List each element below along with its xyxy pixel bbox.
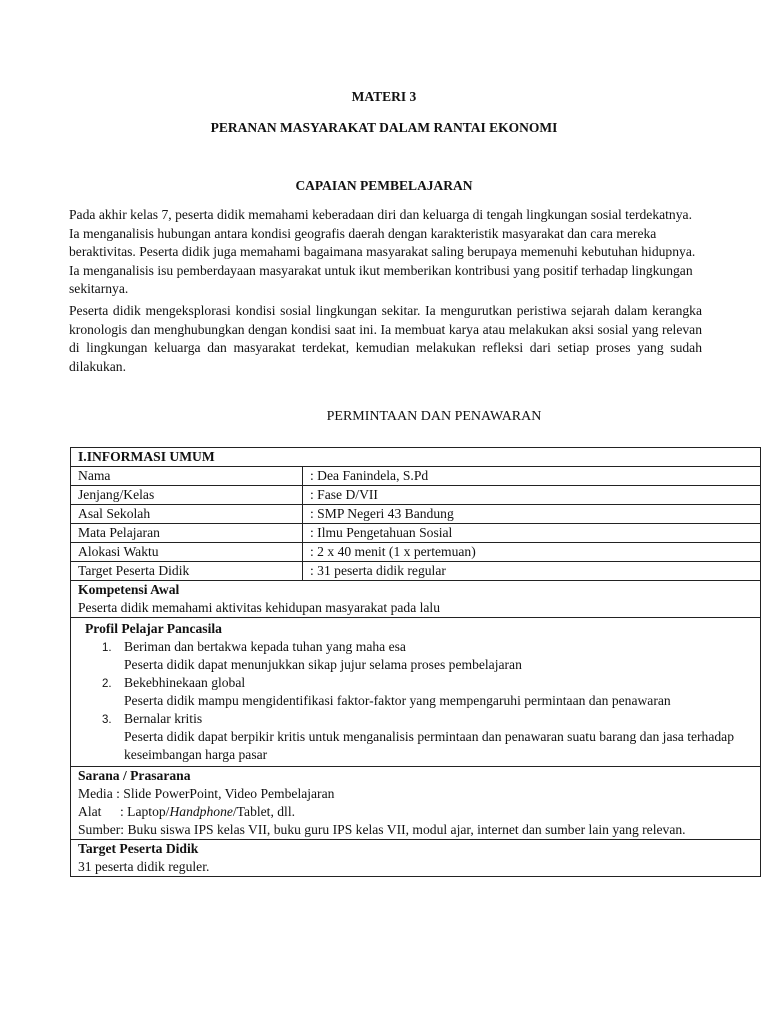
capaian-paragraph-1: Pada akhir kelas 7, peserta didik memahami keberadaan diri dan keluarga di tengah lingkungan sosial terdekatnya. Ia menganalisis hubungan antara kondisi geografis daerah dengan karakteristik masyarakat dan cara mereka beraktivitas. Peserta didik juga memahami bagaimana masyarakat saling berupaya memenuhi kebutuhan hidupnya. Ia menganalisis isu pemberdayaan masyarakat untuk ikut memberikan kontribusi yang positif terhadap lingkungan sekitarnya. bbox=[69, 207, 696, 297]
capaian-paragraph-2: Peserta didik mengeksplorasi kondisi sosial lingkungan sekitar. Ia mengurutkan peristiwa sejarah dalam kerangka kronologis dan menghubungkan dengan kondisi saat ini. Ia membuat karya atau melakukan aksi sosial yang relevan di lingkungan keluarga dan masyarakat terdekat, kemudian melakukan refleksi dari setiap proses yang sudah dilakukan. bbox=[69, 303, 702, 374]
row-value: : Ilmu Pengetahuan Sosial bbox=[303, 524, 761, 543]
sarana-media: Media : Slide PowerPoint, Video Pembelajaran bbox=[78, 786, 335, 801]
materi-label: MATERI 3 bbox=[351, 89, 417, 104]
target-text: 31 peserta didik reguler. bbox=[78, 859, 210, 874]
profil-item-desc: Peserta didik dapat berpikir kritis untuk menganalisis permintaan dan penawaran suatu barang dan jasa terhadap keseimbangan harga pasar bbox=[124, 729, 735, 762]
row-value: : 2 x 40 menit (1 x pertemuan) bbox=[303, 543, 761, 562]
kompetensi-awal-section bbox=[71, 581, 761, 618]
table-row bbox=[71, 505, 761, 524]
alat-italic: Handphone bbox=[169, 804, 233, 819]
profil-item-desc: Peserta didik dapat menunjukkan sikap jujur selama proses pembelajaran bbox=[124, 657, 522, 672]
list-number: 1. bbox=[102, 642, 112, 654]
list-number: 3. bbox=[102, 714, 112, 726]
kompetensi-text: Peserta didik memahami aktivitas kehidupan masyarakat pada lalu bbox=[78, 600, 441, 615]
document-title: PERANAN MASYARAKAT DALAM RANTAI EKONOMI bbox=[210, 120, 558, 135]
row-label: Asal Sekolah bbox=[71, 505, 303, 524]
table-row bbox=[71, 486, 761, 505]
table-section-header bbox=[71, 448, 761, 467]
profil-list bbox=[78, 638, 753, 764]
target-peserta-section bbox=[71, 840, 761, 877]
sarana-alat bbox=[78, 803, 753, 821]
profil-item-title: Bernalar kritis bbox=[124, 711, 203, 726]
list-number: 2. bbox=[102, 678, 112, 690]
table-row bbox=[71, 524, 761, 543]
profil-item-title: Bekebhinekaan global bbox=[124, 675, 246, 690]
alat-suffix: /Tablet, dll. bbox=[232, 804, 296, 819]
list-item bbox=[102, 638, 753, 674]
row-label: Alokasi Waktu bbox=[71, 543, 303, 562]
profil-pelajar-section bbox=[71, 618, 761, 767]
alat-prefix: : Laptop/ bbox=[120, 804, 170, 819]
sarana-title: Sarana / Prasarana bbox=[78, 768, 191, 783]
row-value: : Fase D/VII bbox=[303, 486, 761, 505]
row-value: : Dea Fanindela, S.Pd bbox=[303, 467, 761, 486]
row-label: Jenjang/Kelas bbox=[71, 486, 303, 505]
target-title: Target Peserta Didik bbox=[78, 841, 199, 856]
sarana-prasarana-section bbox=[71, 767, 761, 840]
list-item bbox=[102, 674, 753, 710]
alat-label: Alat bbox=[78, 804, 102, 819]
row-label: Nama bbox=[71, 467, 303, 486]
sarana-sumber: Sumber: Buku siswa IPS kelas VII, buku guru IPS kelas VII, modul ajar, internet dan sumber lain yang relevan. bbox=[78, 822, 686, 837]
row-value: : SMP Negeri 43 Bandung bbox=[303, 505, 761, 524]
topic-heading: PERMINTAAN DAN PENAWARAN bbox=[326, 409, 542, 424]
table-row bbox=[71, 562, 761, 581]
informasi-umum-table bbox=[70, 447, 761, 877]
profil-title: Profil Pelajar Pancasila bbox=[85, 621, 222, 636]
row-label: Target Peserta Didik bbox=[71, 562, 303, 581]
row-value: : 31 peserta didik regular bbox=[303, 562, 761, 581]
profil-item-desc: Peserta didik mampu mengidentifikasi faktor-faktor yang mempengaruhi permintaan dan penawaran bbox=[124, 693, 671, 708]
kompetensi-title: Kompetensi Awal bbox=[78, 582, 180, 597]
list-item bbox=[102, 710, 753, 764]
row-label: Mata Pelajaran bbox=[71, 524, 303, 543]
table-row bbox=[71, 467, 761, 486]
profil-item-title: Beriman dan bertakwa kepada tuhan yang maha esa bbox=[124, 639, 406, 654]
capaian-heading: CAPAIAN PEMBELAJARAN bbox=[295, 178, 473, 193]
section-title: I.INFORMASI UMUM bbox=[71, 448, 761, 467]
table-row bbox=[71, 543, 761, 562]
